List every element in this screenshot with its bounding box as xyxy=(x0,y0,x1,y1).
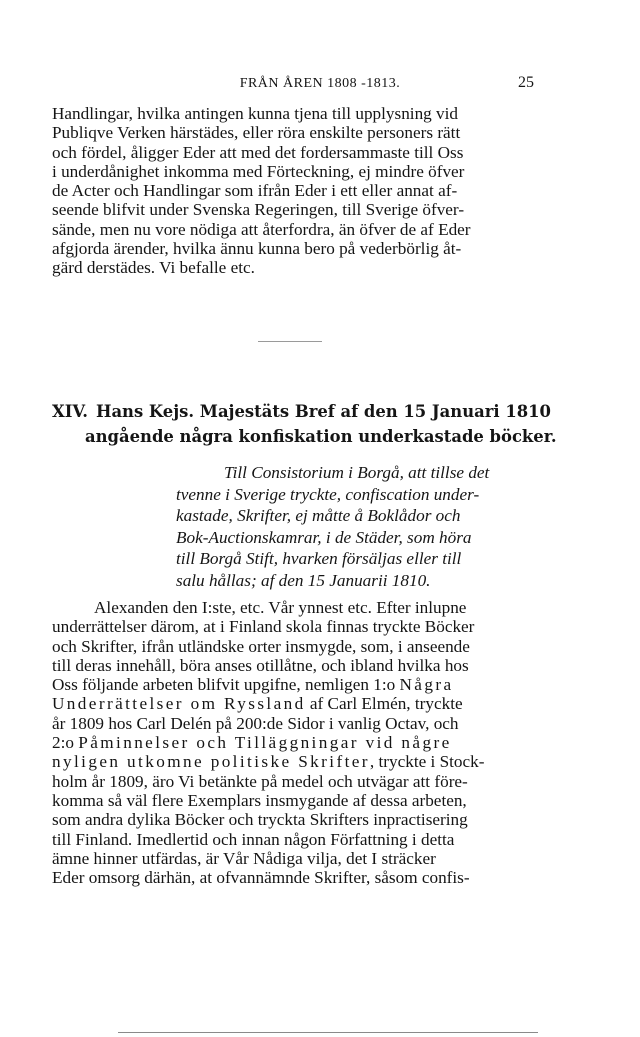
text-line: sände, men nu vore nödiga att återfordra, än öfver de af Eder xyxy=(52,219,471,239)
text-line: år 1809 hos Carl Delén på 200:de Sidor i vanlig Octav, och xyxy=(52,713,459,733)
text-line xyxy=(52,733,548,752)
text-line: till deras innehåll, böra anses otillåtne, och ibland hvilka hos xyxy=(52,655,469,675)
address-line: Till Consistorium i Borgå, att tillse det xyxy=(224,463,490,482)
address-line: tvenne i Sverige tryckte, confiscation under- xyxy=(176,484,480,504)
text-line xyxy=(52,675,548,694)
text-line: underrättelser därom, at i Finland skola finnas tryckte Böcker xyxy=(52,617,475,637)
text-line: Alexanden den I:ste, etc. Vår ynnest etc. Efter inlupne xyxy=(94,598,467,617)
text-line: Eder omsorg därhän, at ofvannämnde Skrifter, såsom confis- xyxy=(52,868,470,888)
paragraph-continued xyxy=(52,104,544,278)
text-line: ämne hinner utfärdas, är Vår Nådiga vilja, det I sträcker xyxy=(52,848,436,868)
text-line: och fördel, åligger Eder att med det fordersammaste till Oss xyxy=(52,142,464,162)
text-segment: , tryckte i Stock- xyxy=(369,752,485,772)
spaced-title: Underrättelser om Ryssland xyxy=(52,694,306,714)
text-line xyxy=(52,752,548,771)
text-line: de Acter och Handlingar som ifrån Eder i ett eller annat af- xyxy=(52,181,458,201)
text-segment: 2:o xyxy=(52,733,79,753)
text-line: i underdånighet inkomma med Förteckning, ej mindre öfver xyxy=(52,161,465,181)
text-line: Publiqve Verken härstädes, eller röra enskilte personers rätt xyxy=(52,123,461,143)
text-segment: af Carl Elmén, tryckte xyxy=(305,694,463,714)
address-line: salu hållas; af den 15 Januarii 1810. xyxy=(176,570,431,590)
address-line: Bok-Auctionskamrar, i de Städer, som höra xyxy=(176,527,472,547)
page-header xyxy=(0,76,640,96)
text-line: som andra dylika Böcker och tryckta Skrifters inpractisering xyxy=(52,810,468,830)
text-line: Handlingar, hvilka antingen kunna tjena till upplysning vid xyxy=(52,104,459,123)
spaced-title: nyligen utkomne politiske Skrifter xyxy=(52,752,370,772)
address-line: till Borgå Stift, hvarken försäljas eller till xyxy=(176,549,462,569)
text-line: afgjorda ärender, hvilka ännu kunna bero på vederbörlig åt- xyxy=(52,239,462,259)
section-heading xyxy=(52,399,557,449)
text-line: gärd derstädes. Vi befalle etc. xyxy=(52,258,255,278)
heading-line-1 xyxy=(52,399,552,424)
text-line: komma så väl flere Exemplars insmygande af dessa arbeten, xyxy=(52,790,467,810)
page-number: 25 xyxy=(518,74,534,91)
bottom-rule xyxy=(118,1032,538,1033)
running-head: FRÅN ÅREN 1808 -1813. xyxy=(239,76,401,91)
spaced-title: Några xyxy=(399,675,454,695)
heading-title-1: Hans Kejs. Majestäts Bref af den 15 Januari 1810 xyxy=(95,402,551,421)
text-line: och Skrifter, ifrån utländske orter insmygde, som, i anseende xyxy=(52,636,470,656)
section-number: XIV. xyxy=(52,402,88,421)
address-block xyxy=(176,462,556,592)
section-divider xyxy=(258,341,322,342)
text-line: till Finland. Imedlertid och innan någon Författning i detta xyxy=(52,829,455,849)
text-line: seende blifvit under Svenska Regeringen, till Sverige öfver- xyxy=(52,200,465,220)
heading-title-2: angående några konfiskation underkastade böcker. xyxy=(85,427,557,446)
letter-body xyxy=(52,598,548,887)
spaced-title: Påminnelser och Tilläggningar vid någre xyxy=(78,733,452,753)
address-line: kastade, Skrifter, ej måtte å Boklådor och xyxy=(176,506,461,526)
text-segment: Oss följande arbeten blifvit upgifne, nemligen 1:o xyxy=(52,675,400,695)
text-line xyxy=(52,694,548,713)
text-line: holm år 1809, äro Vi betänkte på medel och utvägar att före- xyxy=(52,771,468,791)
